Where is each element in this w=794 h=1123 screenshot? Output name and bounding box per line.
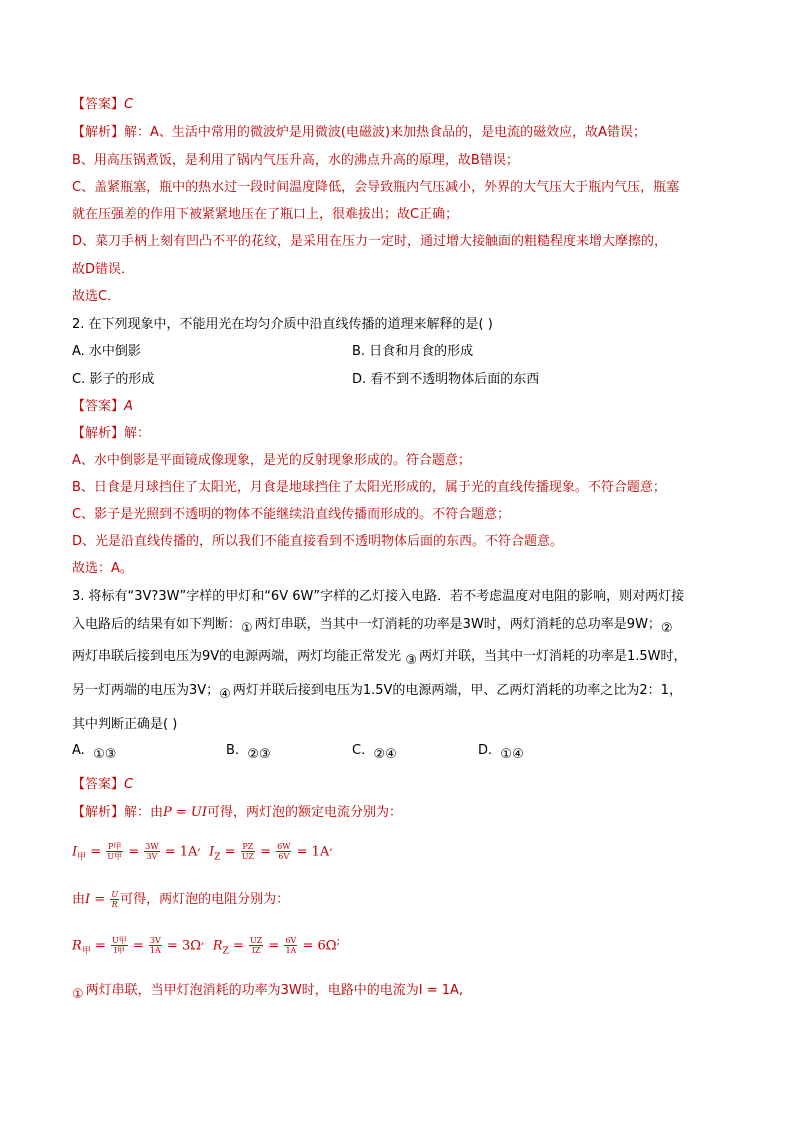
numerator: 3V (149, 936, 161, 946)
eq-subscript: Z (214, 852, 221, 863)
analysis-label: 【解析】 (72, 125, 125, 140)
q2-analysis-line-4: D、光是沿直线传播的，所以我们不能直接看到不透明物体后面的东西。不符合题意。 (72, 534, 564, 549)
numerator: U甲 (111, 936, 127, 946)
eq-sign: = (220, 844, 240, 860)
circled-4: ④ (219, 687, 231, 702)
eq-result: = 1A (160, 844, 198, 860)
q3-option-c (352, 742, 399, 760)
analysis-label: 【解析】 (72, 805, 125, 820)
numerator: PZ (242, 842, 254, 852)
q3-option-a (72, 742, 118, 760)
fraction (276, 842, 291, 861)
q1-analysis-line-3: C、盖紧瓶塞，瓶中的热水过一段时间温度降低，会导致瓶内气压减小，外界的大气压大于瓶内气压，瓶塞 (72, 180, 680, 195)
ohm-intro: 由 (72, 892, 86, 907)
eq-symbol: I (209, 844, 215, 860)
eq-tail: ; (336, 934, 341, 947)
q2-analysis-line-3: C、影子是光照到不透明的物体不能继续沿直线传播而形成的。不符合题意； (72, 507, 511, 522)
q1-choose-line: 故选C． (72, 289, 121, 304)
eq-symbol: I (72, 844, 78, 860)
eq-tail: , (201, 934, 205, 947)
fraction (144, 842, 159, 861)
answer-value: C (124, 777, 134, 792)
q2-answer-line (72, 398, 133, 416)
q2-analysis-head (72, 425, 150, 443)
eq-subscript: 甲 (81, 946, 91, 957)
denominator: 1A (149, 946, 161, 956)
numerator: UZ (249, 936, 263, 946)
fraction (111, 936, 128, 955)
q3-stem-text: 入电路后的结果有如下判断： (72, 617, 242, 632)
analysis-text: 可得，两灯泡的额定电流分别为： (207, 805, 403, 820)
eq-symbol: R (212, 938, 223, 954)
option-letter: C. (352, 743, 366, 758)
q3-answer-line (72, 776, 133, 794)
circled-1: ① (72, 987, 84, 1002)
q3-stem-2 (72, 616, 675, 634)
q1-analysis-line-1 (72, 124, 646, 142)
q3-ohm-line (72, 890, 289, 909)
analysis-label: 【解析】 (72, 426, 125, 441)
q3-stem-text: 两灯串联，当其中一灯消耗的功率是3W时，两灯消耗的总功率是9W； (254, 617, 661, 632)
q1-analysis-line-2: B、用高压锅煮饭，是利用了锅内气压升高，水的沸点升高的原理，故B错误； (72, 153, 519, 168)
eq-symbol: R (72, 938, 82, 954)
q3-stem-text: 两灯串联后接到电压为9V的电源两端，两灯均能正常发光 (72, 649, 402, 664)
fraction (110, 890, 119, 909)
answer-label: 【答案】 (72, 97, 125, 112)
eq-sign: = (90, 938, 110, 954)
numerator: P甲 (108, 842, 122, 852)
eq-result: = 1A (292, 844, 330, 860)
eq-result: = 3Ω (162, 938, 201, 954)
analysis-intro: 解：由 (124, 805, 164, 820)
eq-subscript: Z (222, 946, 229, 957)
numerator: U (111, 890, 119, 899)
ohm-tail: 可得，两灯泡的电阻分别为： (120, 892, 290, 907)
option-letter: D. (478, 743, 493, 758)
answer-value: A (124, 399, 133, 414)
analysis-intro: 解： (124, 125, 151, 140)
option-letter: B. (226, 743, 240, 758)
option-marks: ②④ (373, 747, 397, 762)
q3-stem-5: 其中判断正确是( ) (72, 717, 178, 732)
q3-stem-text: 两灯并联，当其中一灯消耗的功率是1.5W时， (418, 649, 687, 664)
ohm-formula: I = (85, 892, 110, 907)
denominator: I甲 (113, 946, 125, 956)
numerator: 6W (277, 842, 291, 852)
fraction (241, 842, 255, 861)
resistance-equations (72, 934, 340, 956)
q2-option-a: A. 水中倒影 (72, 344, 141, 359)
q3-stem-4 (72, 682, 682, 700)
denominator: IZ (251, 946, 261, 956)
q2-option-b: B. 日食和月食的形成 (352, 344, 474, 359)
eq-sign: = (86, 844, 106, 860)
q1-analysis-line-6: 故D错误． (72, 262, 135, 277)
eq-sign: = (128, 938, 148, 954)
fraction (284, 936, 297, 955)
eq-tail: , (197, 840, 201, 853)
q3-option-b (226, 742, 273, 760)
circled-3: ③ (405, 653, 417, 668)
denominator: R (111, 900, 118, 909)
q3-stem-3 (72, 648, 687, 666)
fraction (149, 936, 162, 955)
q1-analysis-line-5: D、菜刀手柄上刻有凹凸不平的花纹，是采用在压力一定时，通过增大接触面的粗糙程度来增大摩擦的， (72, 234, 668, 249)
q2-analysis-line-2: B、日食是月球挡住了太阳光，月食是地球挡住了太阳光形成的，属于光的直线传播现象。不符合题意； (72, 480, 666, 495)
numerator: 3W (145, 842, 159, 852)
circled-2: ② (660, 621, 673, 636)
option-marks: ②③ (247, 747, 271, 762)
eq-tail: , (329, 840, 333, 853)
q2-option-c: C. 影子的形成 (72, 372, 155, 387)
q2-choose-line: 故选：A。 (72, 561, 133, 576)
current-equations (72, 840, 333, 862)
q3-stem-text: 两灯并联后接到电压为1.5V的电源两端，甲、乙两灯消耗的功率之比为2：1， (232, 683, 682, 698)
q3-stem-text: 另一灯两端的电压为3V； (72, 683, 220, 698)
fraction (106, 842, 123, 861)
denominator: U甲 (107, 852, 123, 862)
analysis-text: 两灯串联，当甲灯泡消耗的功率为3W时，电路中的电流为I = 1A, (85, 983, 464, 998)
answer-label: 【答案】 (72, 399, 125, 414)
denominator: 6V (278, 852, 290, 862)
option-marks: ①③ (93, 747, 117, 762)
q2-option-d: D. 看不到不透明物体后面的东西 (352, 372, 540, 387)
q1-analysis-line-4: 就在压强差的作用下被紧紧地压在了瓶口上，很难拔出；故C正确； (72, 207, 459, 222)
eq-subscript: 甲 (77, 852, 87, 863)
eq-sign: = (228, 938, 248, 954)
circled-1: ① (241, 621, 253, 636)
denominator: UZ (241, 852, 254, 862)
fraction (249, 936, 263, 955)
q2-analysis-line-1: A、水中倒影是平面镜成像现象，是光的反射现象形成的。符合题意； (72, 453, 471, 468)
q3-last-line (72, 982, 463, 1000)
analysis-text: A、生活中常用的微波炉是用微波(电磁波)来加热食品的，是电流的磁效应，故A错误； (150, 125, 646, 140)
eq-sign: = (264, 938, 284, 954)
option-letter: A. (72, 743, 85, 758)
eq-sign: = (256, 844, 276, 860)
power-formula: P = UI (163, 805, 208, 820)
q2-stem: 2. 在下列现象中，不能用光在均匀介质中沿直线传播的道理来解释的是( ) (72, 317, 493, 332)
q3-stem-1: 3. 将标有“3V?3W”字样的甲灯和“6V 6W”字样的乙灯接入电路．若不考虑温度对电阻的影响，则对两灯接 (72, 589, 685, 604)
q3-analysis-line-1 (72, 804, 402, 822)
eq-result: = 6Ω (298, 938, 337, 954)
answer-label: 【答案】 (72, 777, 125, 792)
q3-option-d (478, 742, 526, 760)
numerator: 6V (285, 936, 297, 946)
denominator: 3V (146, 852, 158, 862)
answer-value: C (124, 97, 134, 112)
denominator: 1A (285, 946, 297, 956)
eq-sign: = (124, 844, 144, 860)
analysis-intro: 解： (124, 426, 151, 441)
q1-answer-line (72, 96, 133, 114)
option-marks: ①④ (500, 747, 524, 762)
